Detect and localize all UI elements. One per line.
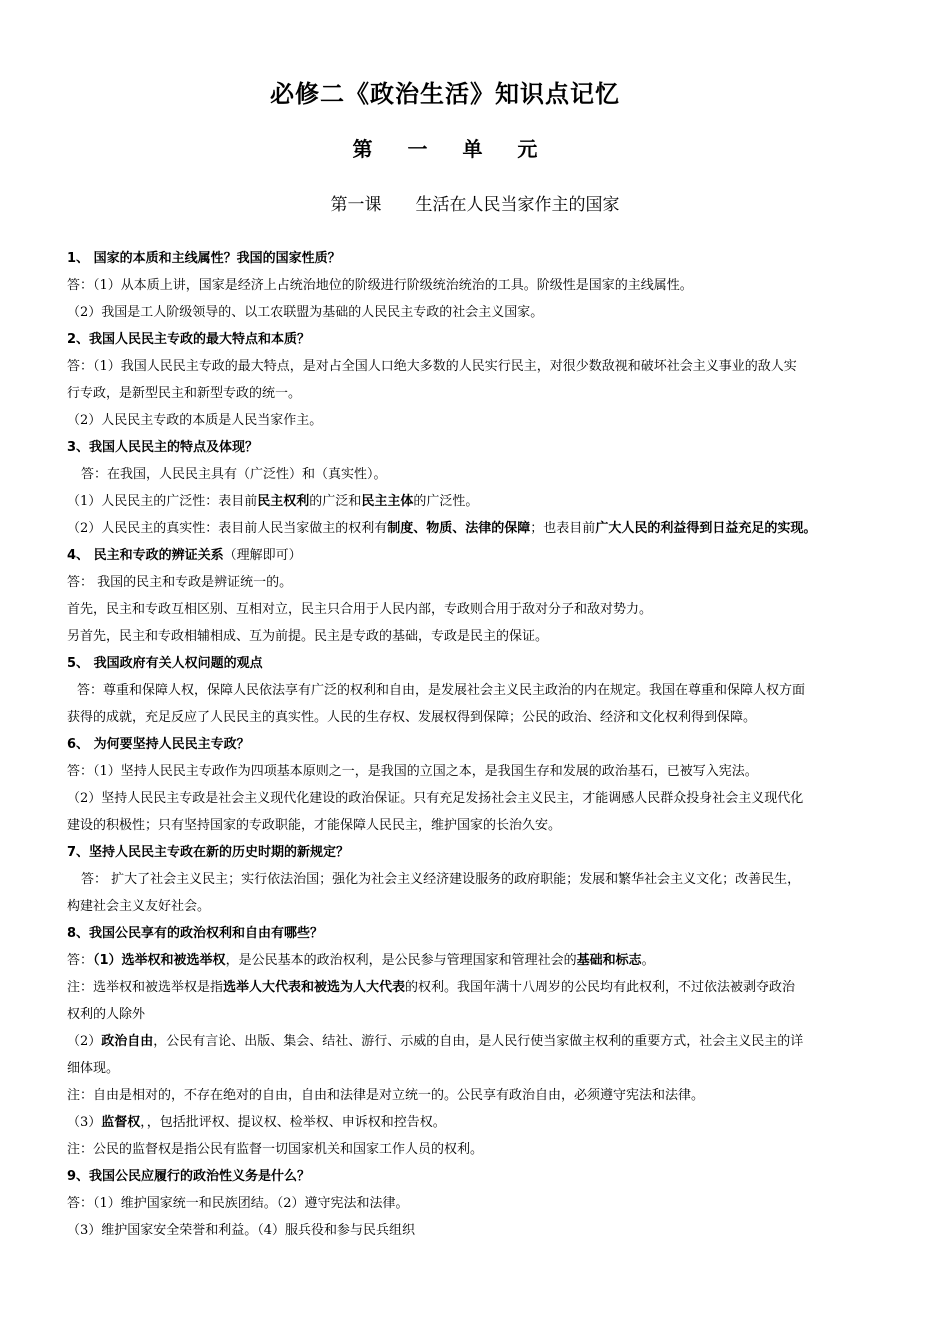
answer-line: 答：（1）坚持人民民主专政作为四项基本原则之一，是我国的立国之本，是我国生存和发展的政治基石，已被写入宪法。 [67,764,758,779]
note-line [67,974,895,1001]
lesson-name: 生活在人民当家作主的国家 [415,195,620,215]
question-4 [67,542,895,569]
note-line: 权利的人除外 [67,1007,146,1022]
unit-heading: 第 一 单 元 [352,137,552,161]
answer-line: （2）我国是工人阶级领导的、以工农联盟为基础的人民民主专政的社会主义国家。 [67,305,544,320]
bold-text: 民主权利 [257,494,310,509]
text-run: ，是公民基本的政治权利，是公民参与管理国家和管理社会的 [225,953,577,968]
question-1: 1、 国家的本质和主线属性？我国的国家性质？ [67,251,341,266]
bold-text: 选举人大代表和被选为人大代表 [223,980,406,995]
text-run: （3） [67,1115,102,1130]
lesson-number: 第一课 [330,195,382,215]
answer-line: 获得的成就，充足反应了人民民主的真实性。人民的生存权、发展权得到保障；公民的政治、经济和文化权利得到保障。 [67,710,757,725]
question-5: 5、 我国政府有关人权问题的观点 [67,656,263,671]
document-title: 必修二《政治生活》知识点记忆 [270,80,620,108]
question-2: 2、我国人民民主专政的最大特点和本质？ [67,332,311,347]
text-run: 。 [641,953,655,968]
document-body [67,245,895,1244]
answer-line: （2）人民民主专政的本质是人民当家作主。 [67,413,323,428]
text-run: ；也表目前 [530,521,596,536]
question-3: 3、我国人民民主的特点及体现？ [67,440,259,455]
text-run: 的广泛和 [309,494,362,509]
answer-line [67,1028,895,1055]
answer-line [67,515,895,542]
text-run: 注：选举权和被选举权是指 [67,980,224,995]
answer-line: 答： 我国的民主和专政是辨证统一的。 [67,575,293,590]
bold-text: （1）选举权和被选举权 [93,953,226,968]
answer-line: 答：尊重和保障人权，保障人民依法享有广泛的权利和自由，是发展社会主义民主政治的内在规定。我国在尊重和保障人权方面 [77,683,806,698]
answer-line: （2）坚持人民民主专政是社会主义现代化建设的政治保证。只有充足发扬社会主义民主，才能调感人民群众投身社会主义现代化 [67,791,804,806]
answer-line: 细体现。 [67,1061,120,1076]
answer-line: 行专政，是新型民主和新型专政的统一。 [67,386,302,401]
question-9: 9、我国公民应履行的政治性义务是什么？ [67,1169,311,1184]
text-run: ，公民有言论、出版、集会、结社、游行、示威的自由，是人民行使当家做主权利的重要方式，社会主义民主的详 [153,1034,804,1049]
answer-line: 答：在我国，人民民主具有（广泛性）和（真实性）。 [81,467,387,482]
question-text: 4、 民主和专政的辨证关系 [67,548,224,563]
note-line: 注：公民的监督权是指公民有监督一切国家机关和国家工作人员的权利。 [67,1142,484,1157]
bold-text: 基础和标志 [576,953,642,968]
answer-line: 首先，民主和专政互相区别、互相对立，民主只合用于人民内部，专政则合用于敌对分子和敌对势力。 [67,602,653,617]
note-line: 注：自由是相对的，不存在绝对的自由，自由和法律是对立统一的。公民享有政治自由，必须遵守宪法和法律。 [67,1088,705,1103]
answer-line: 答：（1）我国人民民主专政的最大特点，是对占全国人口绝大多数的人民实行民主，对很少数敌视和破坏社会主义事业的敌人实 [67,359,797,374]
answer-line [67,488,895,515]
question-8: 8、我国公民享有的政治权利和自由有哪些？ [67,926,324,941]
answer-line: 答：（1）维护国家统一和民族团结。（2）遵守宪法和法律。 [67,1196,409,1211]
question-7: 7、坚持人民民主专政在新的历史时期的新规定？ [67,845,350,860]
bold-text: 制度、物质、法律的保障 [387,521,531,536]
bold-text: 广大人民的利益得到日益充足的实现。 [595,521,817,536]
text-run: 答： [67,953,94,968]
lesson-heading [0,190,950,215]
bold-text: 民主主体 [361,494,414,509]
text-run: ，，包括批评权、提议权、检举权、申诉权和控告权。 [140,1115,446,1130]
text-run: 的权利。我国年满十八周岁的公民均有此权利，不过依法被剥夺政治 [405,980,796,995]
text-run: （2）人民民主的真实性：表目前人民当家做主的权利有 [67,521,388,536]
question-note: （理解即可） [223,548,302,563]
answer-line: 另首先，民主和专政相辅相成、互为前提。民主是专政的基础，专政是民主的保证。 [67,629,549,644]
text-run: （2） [67,1034,102,1049]
answer-line: 建设的积极性；只有坚持国家的专政职能，才能保障人民民主，维护国家的长治久安。 [67,818,562,833]
question-6: 6、 为何要坚持人民民主专政？ [67,737,250,752]
bold-text: 监督权 [101,1115,141,1130]
text-run: （1）人民民主的广泛性：表目前 [67,494,258,509]
bold-text: 政治自由 [101,1034,154,1049]
answer-line [67,947,895,974]
answer-line [67,1109,895,1136]
answer-line: 答：（1）从本质上讲，国家是经济上占统治地位的阶级进行阶级统治统治的工具。阶级性是国家的主线属性。 [67,278,693,293]
answer-line: 构建社会主义友好社会。 [67,899,211,914]
answer-line: （3）维护国家安全荣誉和利益。（4）服兵役和参与民兵组织 [67,1223,416,1238]
answer-line: 答： 扩大了社会主义民主；实行依法治国；强化为社会主义经济建设服务的政府职能；发展和繁华社会主义文化；改善民生， [81,872,801,887]
text-run: 的广泛性。 [413,494,479,509]
